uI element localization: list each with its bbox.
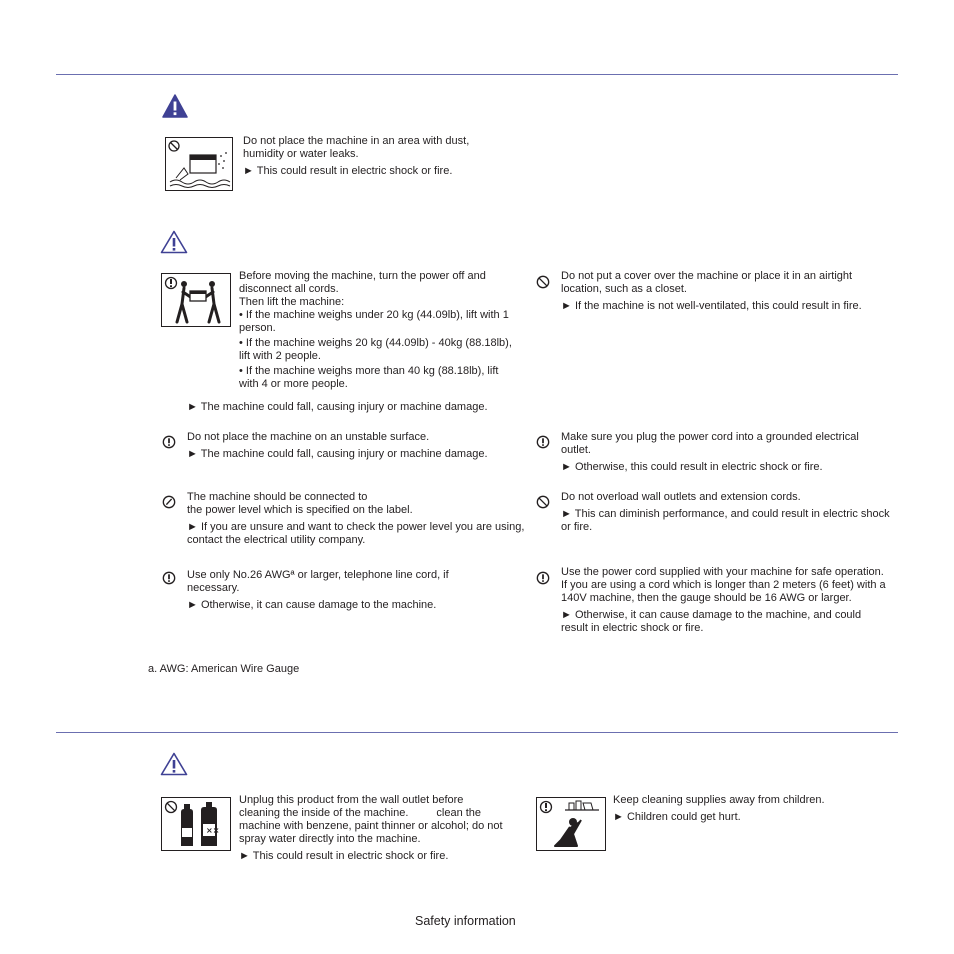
power-cord-statement: Use the power cord supplied with your machine for safe operation. If you are using a cord which is longer than 2 meters (6 feet) with a 140V machine, then the gauge should be 16 AWG or larger. [561, 566, 886, 604]
mandatory-exclamation-icon [162, 435, 176, 449]
unplug-statement-3: machine with benzene, paint thinner or alcohol; do not spray water directly into the machine. [239, 820, 503, 845]
footnote: a. AWG: American Wire Gauge [148, 663, 300, 675]
caution-outline-icon [160, 230, 188, 254]
power-level-statement-1: The machine should be connected to [187, 491, 368, 503]
children-statement: Keep cleaning supplies away from children. [613, 794, 825, 806]
dust-warning-result: ► This could result in electric shock or fire. [243, 165, 453, 177]
unplug-result: ► This could result in electric shock or fire. [239, 850, 449, 862]
child-reaching-illustration [536, 797, 606, 851]
grounded-outlet-statement: Make sure you plug the power cord into a grounded electrical outlet. [561, 431, 859, 456]
dust-warning-text [243, 135, 503, 178]
dust-warning-statement: Do not place the machine in an area with dust, humidity or water leaks. [243, 135, 470, 160]
cover-warning-result: ► If the machine is not well-ventilated, this could result in fire. [561, 300, 862, 312]
grounded-outlet-result: ► Otherwise, this could result in electric shock or fire. [561, 461, 823, 473]
power-level-gauge-icon [162, 495, 176, 509]
unplug-statement-2b: clean the [436, 807, 482, 819]
chemical-bottles-illustration [161, 797, 231, 851]
section-divider-top [56, 74, 898, 75]
moving-machine-text [239, 270, 515, 391]
footer-label: Safety information [415, 914, 516, 928]
children-text [613, 794, 893, 824]
section-divider-bottom [56, 732, 898, 733]
weight-bullet-2: • If the machine weighs 20 kg (44.09lb) - 40kg (88.18lb), lift with 2 people. [239, 337, 512, 362]
dust-water-illustration [165, 137, 233, 191]
overload-result: ► This can diminish performance, and could result in electric shock or fire. [561, 508, 890, 533]
children-result: ► Children could get hurt. [613, 811, 741, 823]
svg-text:××: ×× [206, 826, 220, 835]
power-level-statement-2: the power level which is specified on the label. [187, 504, 413, 516]
cover-warning-statement: Do not put a cover over the machine or place it in an airtight location, such as a closet. [561, 270, 853, 295]
caution-outline-icon [160, 752, 188, 776]
prohibition-icon [536, 275, 550, 289]
mandatory-exclamation-icon [536, 571, 550, 585]
unstable-surface-statement: Do not place the machine on an unstable surface. [187, 431, 430, 443]
unstable-surface-text [187, 431, 527, 461]
power-cord-result: ► Otherwise, it can cause damage to the machine, and could result in electric shock or fire. [561, 609, 862, 634]
weight-bullet-3: • If the machine weighs more than 40 kg (88.18lb), lift with 4 or more people. [239, 365, 499, 390]
mandatory-exclamation-icon [162, 571, 176, 585]
cover-warning-text [561, 270, 891, 313]
unstable-surface-result: ► The machine could fall, causing injury or machine damage. [187, 448, 488, 460]
unplug-statement-2a: cleaning the inside of the machine. [239, 807, 409, 819]
mandatory-exclamation-icon [536, 435, 550, 449]
moving-machine-then: Then lift the machine: [239, 296, 345, 308]
unplug-statement-1: Unplug this product from the wall outlet before [239, 794, 464, 806]
power-level-result: ► If you are unsure and want to check the power level you are using, contact the electrical utility company. [187, 521, 525, 546]
warning-filled-icon [162, 94, 188, 118]
power-cord-text [561, 566, 891, 635]
prohibition-icon [536, 495, 550, 509]
awg-cord-statement: Use only No.26 AWGª or larger, telephone line cord, if necessary. [187, 569, 449, 594]
grounded-outlet-text [561, 431, 891, 474]
overload-statement: Do not overload wall outlets and extension cords. [561, 491, 801, 503]
moving-machine-statement: Before moving the machine, turn the power off and disconnect all cords. [239, 270, 486, 295]
unplug-statement-2 [239, 807, 515, 820]
overload-text [561, 491, 891, 534]
awg-cord-text [187, 569, 487, 612]
awg-cord-result: ► Otherwise, it can cause damage to the machine. [187, 599, 437, 611]
lifting-illustration [161, 273, 231, 327]
unplug-cleaning-text [239, 794, 515, 863]
weight-bullet-1: • If the machine weighs under 20 kg (44.09lb), lift with 1 person. [239, 309, 509, 334]
power-level-text [187, 491, 527, 547]
moving-machine-result: ► The machine could fall, causing injury or machine damage. [187, 401, 488, 413]
